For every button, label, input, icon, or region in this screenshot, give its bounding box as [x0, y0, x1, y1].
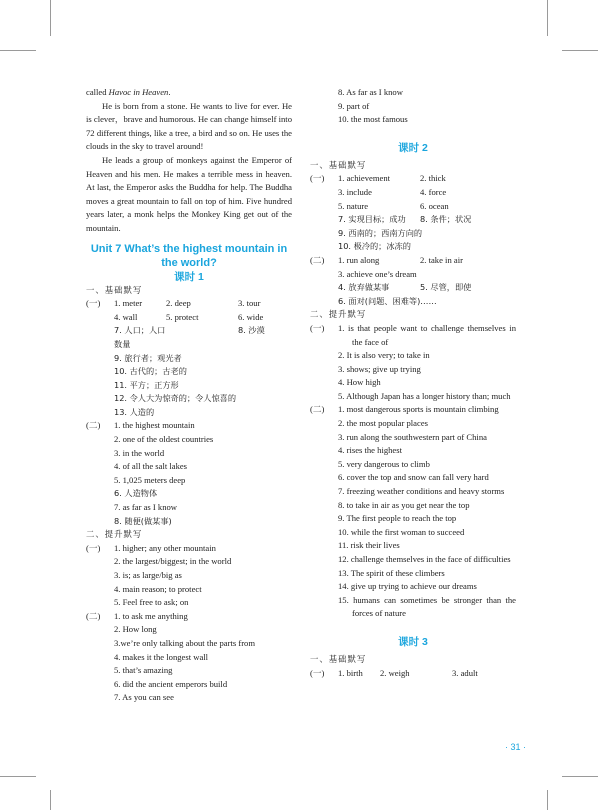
answer-item: 3. shows; give up trying: [338, 363, 421, 374]
answer-row: [338, 200, 516, 214]
answer-item: 3. achieve one’s dream: [338, 268, 417, 279]
answer-item: 2. deep: [166, 298, 191, 309]
answer-item: 12. 令人大为惊奇的；令人惊喜的: [114, 393, 237, 404]
answer-item: 6. wide: [238, 311, 264, 322]
answer-item: 8. 随便(做某事): [114, 515, 172, 526]
answer-item: 6. cover the top and snow can fall very hard: [338, 472, 489, 483]
lesson-1-group-2: [86, 419, 292, 528]
answer-row: [338, 281, 516, 295]
answer-item: 4. rises the highest: [338, 445, 402, 456]
answer-row: [338, 268, 516, 282]
group-label: (二): [310, 254, 325, 265]
lesson-3-section-basic: 一、基础默写: [310, 653, 367, 664]
answer-item: 4. force: [420, 186, 447, 197]
answer-item: 15. humans can sometimes be stronger than the forces of nature: [338, 594, 516, 619]
answer-item: 14. give up trying to achieve our dreams: [338, 581, 477, 592]
answer-item: 3. tour: [238, 298, 261, 309]
answer-item: 4. main reason; to protect: [114, 583, 202, 594]
lesson-1-group-4: [86, 610, 292, 705]
answer-item: 10. while the first woman to succeed: [338, 526, 465, 537]
crop-mark-top-right-h: [562, 50, 598, 51]
lesson-1-group-4-continued: [310, 86, 516, 127]
answer-item: 10. the most famous: [338, 114, 408, 125]
book-title: Havoc in Heaven: [108, 87, 169, 97]
answer-item: 7. 实现目标；成功: [338, 214, 406, 225]
answer-item: 1. run along: [338, 254, 380, 265]
answer-row: [338, 186, 516, 200]
answer-item: 3.we’re only talking about the parts from: [114, 637, 256, 648]
answer-row: [338, 254, 516, 268]
answer-row: [338, 172, 516, 186]
answer-item: 2. the largest/biggest; in the world: [114, 556, 232, 567]
answer-item: 9. part of: [338, 100, 370, 111]
answer-item: 11. risk their lives: [338, 540, 400, 551]
answer-item: 12. challenge themselves in the face of difficulties: [338, 554, 511, 564]
answer-row: [114, 392, 292, 406]
group-label: (二): [86, 420, 101, 431]
answer-row: [338, 295, 516, 309]
answer-item: 10. 极冷的；冰冻的: [338, 241, 411, 252]
crop-mark-top-right-v: [547, 0, 548, 36]
answer-item: 5. 1,025 meters deep: [114, 474, 186, 485]
lesson-2-group-1: [310, 172, 516, 254]
lesson-2-group-2: [310, 254, 516, 308]
group-label: (一): [310, 667, 325, 678]
group-label: (一): [310, 322, 325, 333]
crop-mark-top-left-v: [50, 0, 51, 36]
lesson-2-group-3: [310, 322, 516, 404]
answer-row: [338, 213, 516, 227]
answer-item: 5. that’s amazing: [114, 665, 173, 676]
answer-item: 7. freezing weather conditions and heavy storms: [338, 486, 505, 497]
answer-item: 1. the highest mountain: [114, 420, 195, 431]
crop-mark-bottom-right-v: [547, 790, 548, 810]
lesson-1-group-3: [86, 542, 292, 610]
answer-item: 11. 平方；正方形: [114, 379, 179, 390]
answer-item: 2. weigh: [380, 667, 410, 678]
lesson-2-group-4: [310, 403, 516, 621]
answer-item: 1. meter: [114, 298, 143, 309]
lesson-2-section-basic: 一、基础默写: [310, 159, 367, 170]
answer-item: 1. birth: [338, 667, 363, 678]
answer-row: [338, 227, 516, 241]
answer-item: 9. The first people to reach the top: [338, 513, 457, 524]
answer-item: 6. 面对(问题、困难等)……: [338, 295, 437, 306]
answer-row: [338, 667, 516, 681]
crop-mark-bottom-left-h: [0, 776, 36, 777]
answer-item: 13. 人造的: [114, 406, 155, 417]
answer-item: 5. very dangerous to climb: [338, 458, 430, 469]
answer-item: 4. of all the salt lakes: [114, 461, 188, 472]
answer-item: 2. It is also very; to take in: [338, 350, 430, 361]
answer-item: 7. 人口；人口数量: [114, 325, 166, 349]
answer-item: 2. thick: [420, 173, 446, 184]
lesson-1-section-basic: 一、基础默写: [86, 284, 143, 295]
answer-item: 10. 古代的；古老的: [114, 366, 187, 377]
group-label: (一): [86, 298, 101, 309]
answer-item: 5. protect: [166, 311, 199, 322]
lesson-3-group-1: [310, 667, 516, 681]
answer-item: 8. As far as I know: [338, 87, 403, 97]
crop-mark-top-left-h: [0, 50, 36, 51]
page-number: · 31 ·: [505, 742, 527, 752]
answer-item: 1. higher; any other mountain: [114, 542, 216, 553]
answer-item: 3. in the world: [114, 447, 165, 458]
answer-item: 1. most dangerous sports is mountain climbing: [338, 404, 499, 415]
answer-row: [114, 352, 292, 366]
answer-item: 1. is that people want to challenge themselves in the face of: [338, 322, 516, 347]
answer-item: [166, 324, 238, 351]
crop-mark-bottom-left-v: [50, 790, 51, 810]
group-label: (一): [86, 542, 101, 553]
answer-item: 8. 条件；状况: [420, 214, 472, 225]
group-label: (二): [86, 610, 101, 621]
answer-item: 6. ocean: [420, 200, 449, 211]
answer-item: 3. run along the southwestern part of China: [338, 431, 487, 442]
answer-item: 9. 西南的；西南方向的: [338, 227, 423, 238]
unit-title: Unit 7 What’s the highest mountain in the world?: [90, 242, 288, 269]
lesson-3-title: 课时 3: [398, 635, 428, 648]
answer-item: 8. to take in air as you get near the top: [338, 499, 470, 510]
answer-item: 6. did the ancient emperors build: [114, 678, 228, 689]
answer-item: 7. as far as I know: [114, 502, 178, 513]
answer-item: 4. 放弃做某事: [338, 282, 390, 293]
passage-paragraph-1: called Havoc in Heaven.: [86, 87, 171, 97]
passage-paragraph-2: He is born from a stone. He wants to live for ever. He is clever，brave and humorous. He can change himself into 72 different things, like a tree, a bird and so on. He uses the clouds in the sky to travel around!: [86, 100, 292, 152]
answer-row: [114, 365, 292, 379]
passage-paragraph-3: He leads a group of monkeys against the Emperor of Heaven and his men. He makes a terrible mess in heaven. At last, the Emperor asks the Buddha for help. The Buddha moves a great mountain to fall on top of him. Five hundred years later, a monk helps the Monkey King get out of the mountain.: [86, 154, 292, 233]
lesson-1-title: 课时 1: [174, 270, 204, 283]
crop-mark-bottom-right-h: [562, 776, 598, 777]
answer-item: 9. 旅行者；观光者: [114, 352, 182, 363]
lesson-2-section-advanced: 二、提升默写: [310, 309, 367, 320]
right-column: [310, 86, 516, 680]
answer-row: [338, 240, 516, 254]
answer-item: 3. adult: [452, 667, 478, 678]
answer-item: 5. Feel free to ask; on: [114, 597, 189, 608]
answer-row: [114, 324, 292, 351]
answer-item: 5. nature: [338, 200, 369, 211]
answer-item: 5. Although Japan has a longer history than; much: [338, 390, 511, 401]
lesson-1-group-1: [86, 297, 292, 419]
answer-item: 8. 沙漠: [238, 325, 265, 336]
answer-row: [114, 297, 292, 311]
answer-item: 4. wall: [114, 311, 138, 322]
answer-item: 6. 人造物体: [114, 488, 158, 499]
group-label: (二): [310, 404, 325, 415]
answer-item: 2. the most popular places: [338, 418, 428, 429]
answer-item: 4. How high: [338, 377, 381, 388]
answer-item: 1. achievement: [338, 173, 391, 184]
answer-item: 2. one of the oldest countries: [114, 434, 214, 445]
answer-row: [114, 406, 292, 420]
answer-item: 3. is; as large/big as: [114, 570, 182, 580]
answer-item: 13. The spirit of these climbers: [338, 567, 445, 578]
group-label: (一): [310, 173, 325, 184]
answer-item: 5. 尽管，即使: [420, 282, 472, 293]
lesson-2-title: 课时 2: [398, 141, 428, 154]
left-column: [86, 86, 292, 705]
answer-item: 4. makes it the longest wall: [114, 651, 209, 662]
answer-row: [114, 311, 292, 325]
answer-item: 3. include: [338, 186, 372, 197]
answer-item: 2. take in air: [420, 254, 463, 265]
answer-item: 2. How long: [114, 624, 157, 635]
lesson-1-section-advanced: 二、提升默写: [86, 529, 143, 540]
answer-row: [114, 379, 292, 393]
answer-item: 7. As you can see: [114, 692, 174, 703]
answer-item: 1. to ask me anything: [114, 610, 188, 621]
